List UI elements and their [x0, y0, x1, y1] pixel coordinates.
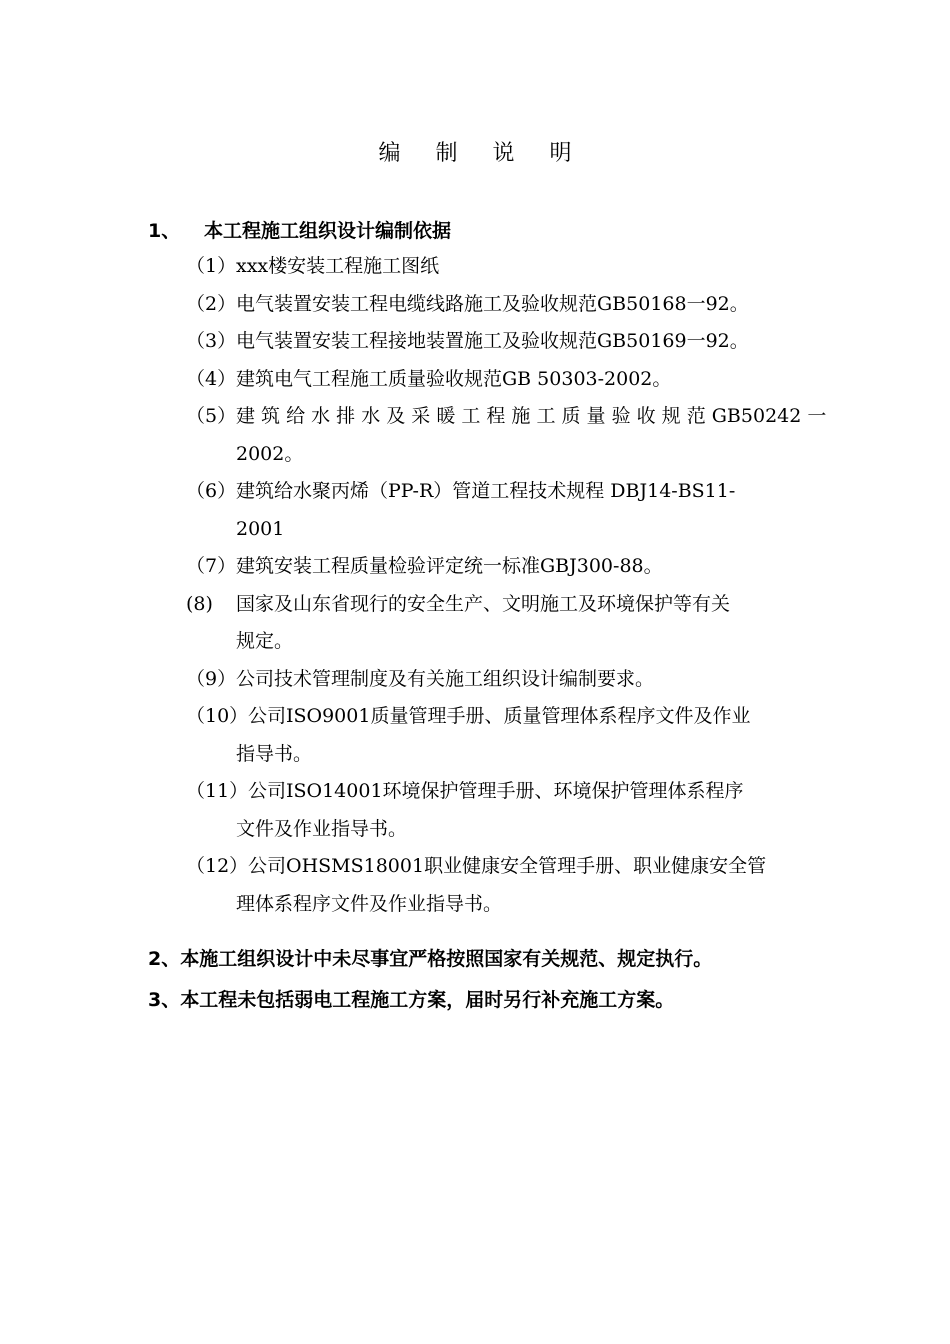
section-1-title: 本工程施工组织设计编制依据	[204, 220, 452, 242]
basis-item-7-text: 建筑安装工程质量检验评定统一标准GBJ300-88。	[236, 555, 663, 577]
basis-item-10-continuation: 指导书。	[236, 742, 313, 765]
basis-item-12	[186, 848, 838, 923]
basis-item-12-text: 公司OHSMS18001职业健康安全管理手册、职业健康安全管	[248, 855, 767, 877]
basis-item-1	[186, 248, 838, 286]
basis-item-9-text: 公司技术管理制度及有关施工组织设计编制要求。	[236, 667, 655, 690]
basis-item-5-text: 建 筑 给 水 排 水 及 采 暖 工 程 施 工 质 量 验 收 规 范 GB50242 一	[236, 405, 827, 427]
basis-item-1-label: （1）	[186, 255, 237, 277]
basis-item-11-text: 公司ISO14001环境保护管理手册、环境保护管理体系程序	[248, 780, 744, 802]
basis-item-10-text: 公司ISO9001质量管理手册、质量管理体系程序文件及作业	[248, 705, 751, 727]
basis-item-6-label: （6）	[186, 480, 237, 502]
basis-item-6-continuation: 2001	[236, 517, 285, 540]
basis-item-3-text: 电气装置安装工程接地装置施工及验收规范GB50169一92。	[236, 330, 749, 352]
basis-item-8	[186, 586, 838, 661]
section-1-heading	[148, 216, 451, 243]
basis-item-5-continuation: 2002。	[236, 442, 304, 465]
basis-item-8-label: (8)	[186, 592, 213, 615]
basis-list	[186, 248, 838, 923]
basis-item-9-label: （9）	[186, 667, 237, 690]
basis-item-7-label: （7）	[186, 555, 237, 577]
basis-item-2-text: 电气装置安装工程电缆线路施工及验收规范GB50168一92。	[236, 292, 749, 315]
basis-item-3-label: （3）	[186, 330, 237, 352]
basis-item-3	[186, 323, 838, 361]
basis-item-10-label: （10）	[186, 705, 249, 727]
basis-item-9	[186, 661, 838, 699]
section-3-text: 3、本工程未包括弱电工程施工方案，届时另行补充施工方案。	[148, 989, 675, 1011]
basis-item-12-label: （12）	[186, 855, 249, 877]
section-1-number: 1、	[148, 220, 181, 242]
basis-item-4-text: 建筑电气工程施工质量验收规范GB 50303-2002。	[236, 367, 672, 390]
basis-item-1-text: xxx楼安装工程施工图纸	[236, 255, 440, 277]
basis-item-5-label: （5）	[186, 405, 237, 427]
basis-item-11-continuation: 文件及作业指导书。	[236, 817, 408, 840]
basis-item-12-continuation: 理体系程序文件及作业指导书。	[236, 892, 503, 915]
basis-item-11-label: （11）	[186, 780, 249, 802]
basis-item-6	[186, 473, 838, 548]
basis-item-5	[186, 398, 838, 473]
section-2-text: 2、本施工组织设计中未尽事宜严格按照国家有关规范、规定执行。	[148, 948, 713, 970]
basis-item-2-label: （2）	[186, 292, 237, 315]
document-title: 编 制 说 明	[378, 141, 586, 166]
basis-item-2	[186, 286, 838, 324]
basis-item-8-continuation: 规定。	[236, 630, 294, 652]
basis-item-4	[186, 361, 838, 399]
basis-item-4-label: （4）	[186, 367, 237, 390]
basis-item-8-text: 国家及山东省现行的安全生产、文明施工及环境保护等有关	[236, 592, 731, 615]
basis-item-7	[186, 548, 838, 586]
basis-item-6-text: 建筑给水聚丙烯（PP-R）管道工程技术规程 DBJ14-BS11-	[236, 480, 736, 502]
basis-item-11	[186, 773, 838, 848]
basis-item-10	[186, 698, 838, 773]
